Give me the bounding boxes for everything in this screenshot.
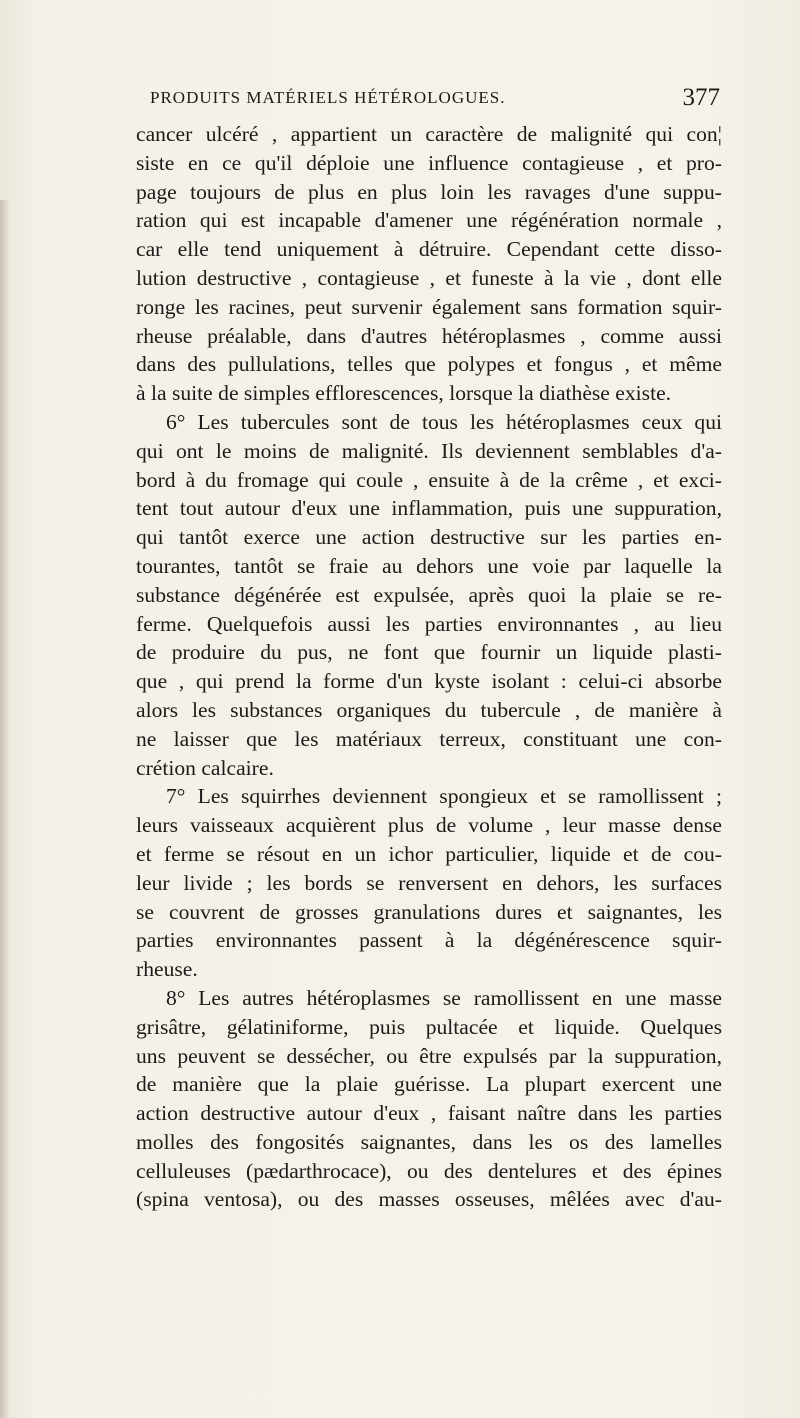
text-line: celluleuses (pædarthrocace), ou des dentelures et des épines xyxy=(136,1158,722,1183)
text-line: ne laisser que les matériaux terreux, constituant une con- xyxy=(136,726,722,751)
text-line: 7° Les squirrhes deviennent spongieux et se ramollissent ; xyxy=(166,784,722,809)
page-gutter-shadow xyxy=(0,200,10,1418)
text-line: que , qui prend la forme d'un kyste isolant : celui-ci absorbe xyxy=(136,669,722,694)
text-line: tent tout autour d'eux une inflammation, puis une suppuration, xyxy=(136,496,722,521)
text-line: leur livide ; les bords se renversent en dehors, les surfaces xyxy=(136,870,722,895)
text-line: ferme. Quelquefois aussi les parties environnantes , au lieu xyxy=(136,611,722,636)
text-line: tourantes, tantôt se fraie au dehors une voie par laquelle la xyxy=(136,553,722,578)
text-line: dans des pullulations, telles que polypes et fongus , et même xyxy=(136,352,722,377)
text-line: crétion calcaire. xyxy=(136,755,274,780)
text-line: se couvrent de grosses granulations dures et saignantes, les xyxy=(136,899,722,924)
text-line: car elle tend uniquement à détruire. Cependant cette disso- xyxy=(136,237,722,262)
text-line: ronge les racines, peut survenir également sans formation squir- xyxy=(136,294,722,319)
text-line: 6° Les tubercules sont de tous les hétéroplasmes ceux qui xyxy=(166,409,722,434)
text-line: de manière que la plaie guérisse. La plupart exercent une xyxy=(136,1072,722,1097)
text-line: ration qui est incapable d'amener une régénération normale , xyxy=(136,208,722,233)
text-line: page toujours de plus en plus loin les ravages d'une suppu- xyxy=(136,179,722,204)
text-line: qui ont le moins de malignité. Ils deviennent semblables d'a- xyxy=(136,438,722,463)
text-line: parties environnantes passent à la dégénérescence squir- xyxy=(136,928,722,953)
text-line: et ferme se résout en un ichor particulier, liquide et de cou- xyxy=(136,841,722,866)
text-line: qui tantôt exerce une action destructive sur les parties en- xyxy=(136,525,722,550)
text-line: grisâtre, gélatiniforme, puis pultacée et liquide. Quelques xyxy=(136,1014,722,1039)
text-line: à la suite de simples efflorescences, lorsque la diathèse existe. xyxy=(136,381,672,406)
text-line: alors les substances organiques du tubercule , de manière à xyxy=(136,697,722,722)
text-line: de produire du pus, ne font que fournir un liquide plasti- xyxy=(136,640,722,665)
text-line: substance dégénérée est expulsée, après quoi la plaie se re- xyxy=(136,582,722,607)
text-line: (spina ventosa), ou des masses osseuses, mêlées avec d'au- xyxy=(136,1187,722,1212)
text-line: lution destructive , contagieuse , et funeste à la vie , dont elle xyxy=(136,265,722,290)
text-line: cancer ulcéré , appartient un caractère de malignité qui con¦ xyxy=(136,122,722,146)
text-line: leurs vaisseaux acquièrent plus de volume , leur masse dense xyxy=(136,813,722,838)
running-head: PRODUITS MATÉRIELS HÉTÉROLOGUES. xyxy=(150,88,506,107)
body-text xyxy=(136,120,722,1214)
page-number: 377 xyxy=(682,84,720,111)
text-line: uns peuvent se dessécher, ou être expulsés par la suppuration, xyxy=(136,1043,722,1068)
text-line: rheuse préalable, dans d'autres hétéroplasmes , comme aussi xyxy=(136,323,722,348)
text-line: molles des fongosités saignantes, dans les os des lamelles xyxy=(136,1129,722,1154)
text-line: action destructive autour d'eux , faisant naître dans les parties xyxy=(136,1101,722,1126)
text-line: rheuse. xyxy=(136,957,198,982)
text-line: bord à du fromage qui coule , ensuite à de la crême , et exci- xyxy=(136,467,722,492)
page-header xyxy=(150,84,720,118)
text-line: 8° Les autres hétéroplasmes se ramollissent en une masse xyxy=(166,985,722,1010)
text-line: siste en ce qu'il déploie une influence contagieuse , et pro- xyxy=(136,150,722,175)
